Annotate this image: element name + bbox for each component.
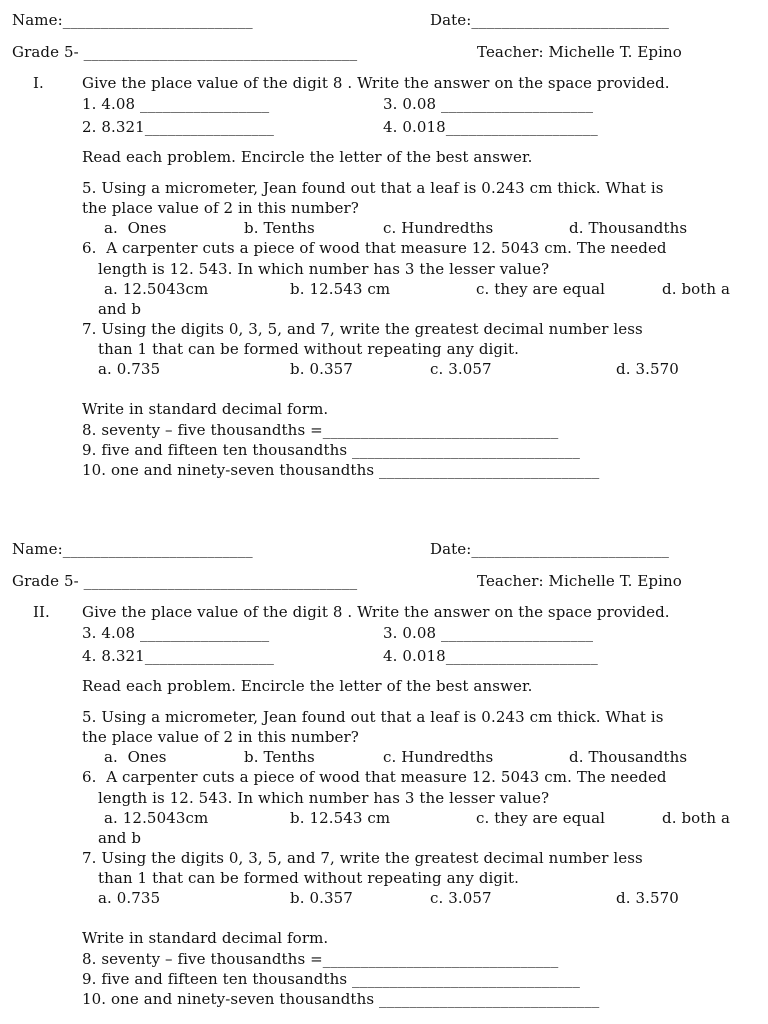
choice-option[interactable]: c. 3.057 [430, 360, 492, 378]
choice-option[interactable]: a. 12.5043cm [104, 809, 209, 827]
grade-field[interactable]: Grade 5- ____________________________________ [12, 572, 358, 590]
place-value-item[interactable]: 3. 0.08 ____________________ [383, 95, 594, 113]
teacher-name: Teacher: Michelle T. Epino [477, 572, 682, 590]
choice-continuation: and b [98, 829, 142, 847]
choice-option[interactable]: a. 0.735 [98, 360, 161, 378]
choice-option[interactable]: b. 12.543 cm [290, 809, 391, 827]
choice-option[interactable]: d. Thousandths [569, 748, 688, 766]
choice-option[interactable]: d. both a [662, 280, 731, 298]
encircle-instruction: Read each problem. Encircle the letter of the best answer. [82, 677, 533, 695]
choice-option[interactable]: b. Tenths [244, 219, 315, 237]
date-field[interactable]: Date:__________________________ [430, 540, 670, 558]
choice-option[interactable]: c. Hundredths [383, 748, 494, 766]
place-value-item[interactable]: 4. 8.321_________________ [82, 647, 275, 665]
place-value-item[interactable]: 3. 0.08 ____________________ [383, 624, 594, 642]
section-instruction: Give the place value of the digit 8 . Write the answer on the space provided. [82, 603, 670, 621]
choice-option[interactable]: c. Hundredths [383, 219, 494, 237]
choice-option[interactable]: c. they are equal [476, 280, 606, 298]
place-value-item[interactable]: 1. 4.08 _________________ [82, 95, 270, 113]
question-6-line: 6. A carpenter cuts a piece of wood that measure 12. 5043 cm. The needed [82, 768, 667, 786]
grade-field[interactable]: Grade 5- ____________________________________ [12, 43, 358, 61]
question-5-line: the place value of 2 in this number? [82, 199, 359, 217]
standard-form-item[interactable]: 8. seventy – five thousandths =_______________________________ [82, 421, 559, 439]
teacher-name: Teacher: Michelle T. Epino [477, 43, 682, 61]
place-value-item[interactable]: 3. 4.08 _________________ [82, 624, 270, 642]
section-numeral: I. [33, 74, 44, 92]
date-field[interactable]: Date:__________________________ [430, 11, 670, 29]
place-value-item[interactable]: 4. 0.018____________________ [383, 647, 598, 665]
choice-option[interactable]: b. 12.543 cm [290, 280, 391, 298]
question-6-line: length is 12. 543. In which number has 3 the lesser value? [98, 789, 550, 807]
question-6-line: 6. A carpenter cuts a piece of wood that measure 12. 5043 cm. The needed [82, 239, 667, 257]
question-7-line: than 1 that can be formed without repeating any digit. [98, 340, 520, 358]
place-value-item[interactable]: 2. 8.321_________________ [82, 118, 275, 136]
question-7-line: 7. Using the digits 0, 3, 5, and 7, write the greatest decimal number less [82, 320, 643, 338]
choice-option[interactable]: c. they are equal [476, 809, 606, 827]
standard-form-item[interactable]: 10. one and ninety-seven thousandths _____________________________ [82, 990, 600, 1008]
encircle-instruction: Read each problem. Encircle the letter of the best answer. [82, 148, 533, 166]
standard-form-instruction: Write in standard decimal form. [82, 400, 329, 418]
worksheet-2 [0, 529, 768, 1024]
place-value-item[interactable]: 4. 0.018____________________ [383, 118, 598, 136]
choice-continuation: and b [98, 300, 142, 318]
choice-option[interactable]: a. 12.5043cm [104, 280, 209, 298]
question-6-line: length is 12. 543. In which number has 3 the lesser value? [98, 260, 550, 278]
choice-option[interactable]: c. 3.057 [430, 889, 492, 907]
question-7-line: 7. Using the digits 0, 3, 5, and 7, write the greatest decimal number less [82, 849, 643, 867]
question-5-line: 5. Using a micrometer, Jean found out that a leaf is 0.243 cm thick. What is [82, 179, 664, 197]
question-7-line: than 1 that can be formed without repeating any digit. [98, 869, 520, 887]
choice-option[interactable]: d. 3.570 [616, 889, 679, 907]
standard-form-item[interactable]: 10. one and ninety-seven thousandths _____________________________ [82, 461, 600, 479]
standard-form-item[interactable]: 9. five and fifteen ten thousandths ______________________________ [82, 441, 581, 459]
choice-option[interactable]: a. Ones [104, 748, 167, 766]
section-numeral: II. [33, 603, 50, 621]
choice-option[interactable]: a. 0.735 [98, 889, 161, 907]
choice-option[interactable]: d. Thousandths [569, 219, 688, 237]
choice-option[interactable]: b. 0.357 [290, 889, 353, 907]
choice-option[interactable]: d. 3.570 [616, 360, 679, 378]
name-field[interactable]: Name:_________________________ [12, 11, 253, 29]
question-5-line: 5. Using a micrometer, Jean found out that a leaf is 0.243 cm thick. What is [82, 708, 664, 726]
choice-option[interactable]: a. Ones [104, 219, 167, 237]
standard-form-item[interactable]: 9. five and fifteen ten thousandths ______________________________ [82, 970, 581, 988]
section-instruction: Give the place value of the digit 8 . Write the answer on the space provided. [82, 74, 670, 92]
question-5-line: the place value of 2 in this number? [82, 728, 359, 746]
choice-option[interactable]: b. Tenths [244, 748, 315, 766]
choice-option[interactable]: d. both a [662, 809, 731, 827]
standard-form-item[interactable]: 8. seventy – five thousandths =_______________________________ [82, 950, 559, 968]
name-field[interactable]: Name:_________________________ [12, 540, 253, 558]
choice-option[interactable]: b. 0.357 [290, 360, 353, 378]
standard-form-instruction: Write in standard decimal form. [82, 929, 329, 947]
